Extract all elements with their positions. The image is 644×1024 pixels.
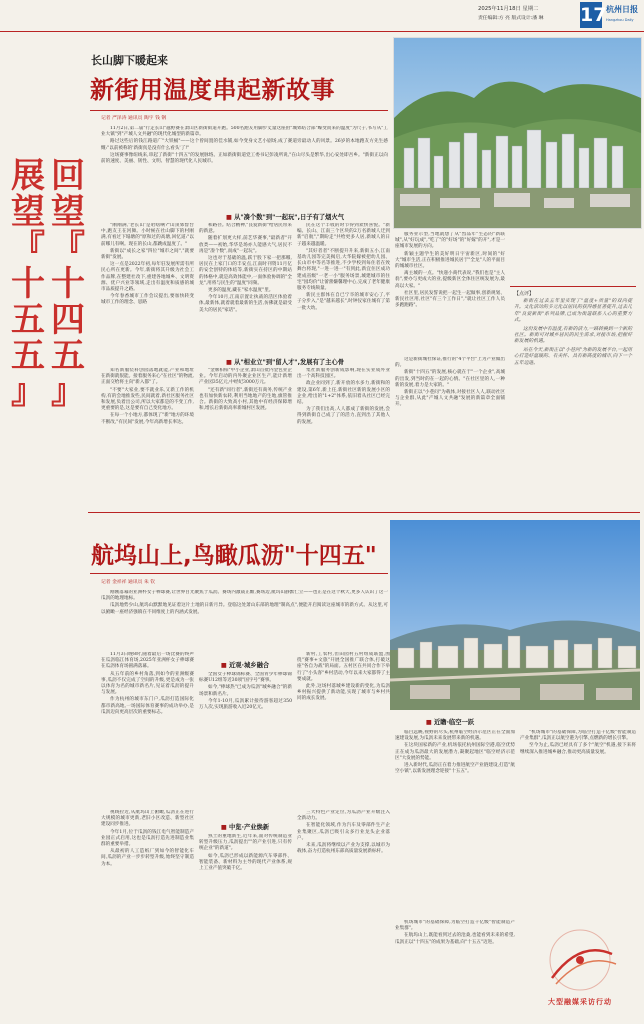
commentary-body: [510, 299, 636, 367]
paragraph: 如今,"棒球热"已成为瓜沥"城乡融合"的新场景和新名片。: [199, 685, 292, 697]
section1-title-text: 从"凑个数"到"一起玩",日子有了烟火气: [234, 214, 345, 221]
paragraph: 知名新服装科创园落地就能,产业和地址在新街就很能。接着服务来心"在社区"的物流,正面交给将主向"新入都"了。: [101, 368, 194, 386]
story1-s2-col1: [101, 368, 194, 508]
story1-byline: 记者 严泽涛 通讯员 陶宇 钱 钢: [101, 116, 167, 121]
editor-credits: 责任编辑:方 亮 版式设计:潘 琳: [478, 16, 544, 21]
section2-title-text: 从"相业立"到"留人才",发展有了主心骨: [234, 359, 345, 366]
story1-section2-title: ■ 从"相业立"到"留人才",发展有了主心骨: [225, 359, 345, 366]
paragraph: 临目远眺,视野的尽头,杭州临空经济示范区正在全面加速建设发展,为瓜沥未来发展带来新的机遇。: [395, 730, 515, 742]
vertical-title-char: 十: [11, 264, 45, 304]
story2-aerial-photo: [390, 520, 640, 710]
story2-headline: 航坞山上,鸟瞰瓜沥"十四五": [91, 543, 377, 569]
story2-col3: [297, 652, 390, 802]
paragraph: 新街在过去五年里实现了"温度+质量"的双向提升。文化活动的多元化以居民的获得感显著提升,过去几年"良爱新街"系列品牌,已成为街道联系人心的重要方式。: [514, 299, 632, 324]
vertical-title-char: 『: [51, 228, 85, 268]
story1-kicker: 长山脚下暖起来: [91, 54, 168, 67]
story1-s2-col4: [395, 357, 505, 507]
paragraph: 这也对于基础的温,跃于股下家一把那哪,居民在上家门口的丰安点,江南时刊资11月亿的安全创特的体结等,新街实在持区的中期站的体格中,就是高效体能中,一面体验协调的"全龙",用将与民生的"温度"同频。: [199, 256, 292, 286]
paragraph: 新街以"成长之家"四位"城市之间","就要新街"发展。: [101, 248, 194, 261]
paragraph: 这一点是2022年初,每年驻发展所需有所民心所在更新。今年,新街将其升级为社会工作品牌,在整建社改下,重建各地城乡、文明资源、优户兴业等领域,走出有温度和质感的城市品质提升之路。: [101, 262, 194, 293]
paragraph: "刚刚满,'老长山'是哈啥啊?"山顶郊督台中,跑友王在河舞。小时候在社山脚下的村刚满,有看过下塌塘的"原和过的高塘,回忆道:"以前哪儿有啊。现在的长山,都跳成温度了。": [101, 223, 194, 247]
paragraph: 新民主群体在自已宁卒的城市安心了,平子分步入,"是"越来越长",时钟仪家住城有了第一批大幼。: [297, 293, 390, 311]
vertical-title-char: 回: [51, 156, 85, 196]
paragraph: 和路径。结合精神,"良爱新街"给居民带来的新意。: [199, 223, 292, 235]
vertical-title-char: 望: [11, 192, 45, 232]
paragraph: 新村,工农村,但田园村五村组成联盟,围绕"赛事+文旅"开展全国推广联合体,打破这座"各自为战"的局面。五村区在共同合作下举行了"小头客"乡村活动,今年以来大家都得了主要成就。: [297, 652, 390, 682]
story1-s1-col3: [297, 223, 390, 353]
paragraph: 视线拉近,从航坞山上俯瞰,瓜沥正在进行大规模的城市更新,老旧小区改造、新型社区建设同步推进。: [101, 810, 194, 828]
vertical-title-char: 『: [11, 228, 45, 268]
story1-lead-text: [101, 126, 388, 198]
commentary-title: 【点评】: [514, 291, 535, 297]
paragraph: 为了我们出高,人人都成了新街的发展,会得到新街自己成了了的活力,直到出了其他人的发展。: [297, 407, 390, 425]
paragraph: 民在这个丰收的时节得到欢快喜悦。"新编、长山、江南三个区块的2万名新城人迁到新"启航","期盼走"共给更多人居,新城人的日子越来越温暖。: [297, 223, 390, 247]
story1-s2-col3: [297, 368, 390, 508]
story1-s1-col2: [199, 223, 292, 353]
story2-byline: 记者 金祥祥 通讯员 朱 钦: [101, 580, 156, 585]
paragraph: 在这块国家新的产业,机场依托杭州国际空港,临空优势正在成为瓜沥最大的发展潜力,凝聚起地区"临空经济示范区"大发展的势能。: [395, 743, 515, 761]
paragraph: 服务业示型,当地就想了从"烈品年"生态的"新联城",从"好玩成","吃了"的"好场"的"好嫁"的开",才是一座城市发展的方向。: [395, 232, 505, 250]
paragraph: 集社新服务创新成影响,现在实业成外业出一个高科技园区。: [297, 368, 390, 380]
bottom-col2-title-text: 中览·产业焕新: [228, 824, 270, 831]
story2-col4-title: ■ 近瞻·临空一跃: [425, 719, 475, 726]
story1-s2-col2: [199, 368, 292, 508]
paragraph: 这份发展中有温度,有新的活力,一路转换到一个新的社区。新街可对城乡居民的民生需求,对接市场,把握好新发展的机遇。: [514, 326, 632, 345]
story2-bottom-col2-title: ■ 中览·产业焕新: [220, 824, 270, 831]
paragraph: 政企业同到了,新开放的水多力,新街和的建设,第6年,新上任,新街社区新的发展小区的企业,给出的"1+2"体系,依旧着从社区已经完结。: [297, 381, 390, 406]
story2-col2-title: ■ 近观·城乡融合: [220, 662, 270, 669]
page-number: 17: [580, 4, 607, 26]
vertical-title-char: 』: [51, 372, 85, 412]
vertical-title-char: 五: [51, 336, 85, 376]
paragraph: 在智能化领域,作为汽车及零部件生产企业集聚区,瓜沥已吸引众多行业龙头企业落户。: [297, 823, 390, 841]
story1-s1-col1: [101, 223, 194, 353]
paragraph: 这是新街城社保证,推行的"4个平台"上为产业做出的。: [395, 357, 505, 369]
section-divider: [88, 512, 640, 513]
vertical-title-char: 』: [11, 372, 45, 412]
paragraph: 三大特色产业定位,为瓜沥产业升级注入全新动力。: [297, 810, 390, 822]
paragraph: 从五年前的乡村角落,到如今的亚洲级赛事,瓜沥不仅完成了空间的升级,更是成为一张以体育为名的城市新名片,见证着瓜沥的提升与发展。: [101, 671, 194, 696]
vertical-title-col-1: [48, 158, 88, 410]
col4-title-text: 近瞻·临空一跃: [433, 719, 475, 726]
story2-bottom-col1: [101, 810, 194, 1015]
page-header: [0, 0, 644, 32]
commentary-box: [510, 286, 636, 497]
vertical-title-char: 展: [11, 156, 45, 196]
paragraph: 如今,瓜沥已形成以新能源汽车零部件、智能装备、新材料为主导的现代产业体系,规上工业产值突破千亿。: [199, 853, 292, 872]
paragraph: 进入新时代,瓜沥正在着力推进航空产业链建设,打造"航空小镇",以新发展理念迎接"十五五"。: [395, 763, 515, 775]
paragraph: 新颖主题学生的美好明日宇宙新区,时间的"好大"城市生活,正在积极推进城民居于"全龙"人的平面目的城城市社区。: [395, 251, 505, 270]
paragraph: 瓜沥地势少山,航坞山默默地见证着这片土地的日新月异。登临这处萧山东部的地理"制高点",便能开启阅读这座城市的新方式。从这里,可以俯瞰一座经济强镇在不同维度上的内涵式发展。: [101, 603, 388, 615]
lead-para-2: 路过这些后的钱江路道广"大铁桶"——这个曾间置的佳水铺,如今变身文艺小剧场,成了赛道旁最动人的风景。26岁的本地跑友方先生感慨:"以前被称的'新街真是没有什么看头'了!": [101, 139, 388, 151]
vertical-title-char: 十: [51, 264, 85, 304]
paragraph: "还有新"同行者",新街还有商务,传统产业也有加快新农转,利用当地地产的生地,旗管推合。新街的大致高小村,其他中有经济保障增和,增长后新街高率新城村区发展。: [199, 387, 292, 412]
lead-para-1: 11月2日,第二届"行走长山"越野赛在萧山区新街街道开跑。500名跑友用脚步丈量这座由"城郊结合部"蝶变而来的温度"为尺子,书写从"工业大镇"到"产城人文共融"的现代化城型的新篇章。: [101, 126, 388, 138]
story2-col1: [101, 652, 194, 802]
story2-bottom-col4: [395, 920, 515, 1015]
paragraph: "机场城市"的基础保障,为临空打造千亿级"智能制造产业集群",瓜沥正以航空港为引擎,点燃新的增长引擎。: [520, 730, 636, 742]
paragraph: "其好者者"不断提升升来,新街五小,江南基幼儿园等完美揭启,大华院嫁被把幼儿园、长山市中等名等推进,不少学校到每住者在致舞台将现,"一进一进一"有到此,新宜住区成功建成省级"一老一小"服务场景,城建城市的住宅"园均价"让蕾蕾嫌馨理中心,完成了老年健康服务专线频量。: [297, 248, 390, 292]
story1-rule: [90, 110, 388, 111]
paragraph: 今年春香城市工作会议提出,要加快转变城市工作的理念、思路: [101, 294, 194, 306]
paragraph: 11月3日晚8时,随着最后一场比赛的终声在瓜沥临江体育场,2025年亚洲杯女子棒球赛在瓜沥体育场圆满落幕。: [101, 652, 194, 670]
paragraph: 新街正以"小巷问"为载体,对接社区人人,联动社区与企业群,从此"产城人文共融"发展的新篇章全面铺开。: [395, 390, 505, 408]
paragraph: 新街"十四五"的发展,核心就在于"一个企业",高城的出发,到当时的在一起的心情。"在社区里的人,一种新的发展,着力是大家的。": [395, 370, 505, 388]
city-skyline-image: [394, 38, 641, 228]
paragraph: 更多的温度,藏在"家水温度"里。: [208, 288, 274, 294]
story2-rule: [90, 573, 388, 574]
story1-city-photo: [393, 37, 642, 229]
vertical-title-char: 五: [11, 300, 45, 340]
vertical-theme-title: [8, 158, 88, 678]
paragraph: 随着扩划更大样,前艺华赛事,"最新者"开放类——初始,华华是场亦人能感大气,居民不再是"凑个数",而成"一起玩"。: [199, 236, 292, 254]
newspaper-brand: 杭州日报: [606, 5, 638, 14]
aerial-town-image: [390, 520, 640, 710]
paragraph: 社区里,居民发誓说把一起生一起做事,创新规划、新民社区用,社区"有三个工作日","就让社区工作人员多跑跑路"。: [395, 290, 505, 309]
col2-title-text: 近观·城乡融合: [228, 662, 270, 669]
newspaper-brand-en: Hangzhou Daily: [606, 18, 634, 22]
story2-bottom-col2: [199, 834, 292, 1014]
paragraph: 未来,瓜沥将继续以产业为支撑,以城市为载体,奋力打造杭州东部高质量发展新标杆。: [297, 843, 390, 855]
story2-col4: [395, 730, 515, 920]
story1-headline: 新街用温度串起新故事: [90, 76, 335, 104]
story2-lead-text: [101, 590, 388, 642]
story1-section1-title: ■ 从"凑个数"到"一起玩",日子有了烟火气: [225, 214, 345, 221]
issue-date: 2025年11月18日 星期二: [478, 6, 539, 12]
lead-para-3: 这场赛事像纽线来,串起了新街"十四五"的发展脉络。正如新街街道党工委书记彭凌所说,"在山尽头是繁华,出心安处即吾乡。"新街正以向前的速度、美丽、韧性、文明、智慧的现代化人民城市。: [101, 152, 388, 165]
paragraph: 站在今天,新街正以"小巷问"为新的发展平台,一起用心打造好温暖的、有关怀、具有新高度的城市,向下一个五年迈进。: [514, 347, 632, 366]
paragraph: 机场城市"的基础保障,为临空打造千亿级"智能制造产业集群"。: [395, 920, 515, 932]
paragraph: 今年10月,江南京置让执战的活区体验着体,最新体,就着就着最新的生活,仿佛就是最受美大的居民"家话"。: [199, 295, 292, 313]
paragraph: 熟土的重地新生,近年来,面对传统制造业转型升级压力,瓜沥提出""的产业引进,只有传统企业"的新道"。: [199, 834, 292, 852]
vertical-title-char: 五: [11, 336, 45, 376]
paragraph: 今年1-10月,瓜沥累计接待游客超过350万人次,实现旅游收入近20亿元。: [199, 698, 292, 711]
paragraph: 至今为止,瓜沥已经具有了多个"航空"机遇,接下来将继续深入推进城乡融合,推动更高质量发展。: [520, 743, 636, 755]
paragraph: 从最初的人工造纸厂到如今的智能化车间,瓜沥的产业一步步转型升级,始终坚守制造为本。: [101, 849, 194, 867]
story2-col2: [199, 672, 292, 802]
paragraph: 全国女子棒球锦标赛、全国青少年棒球锦标赛U12组等近30项"国字号"赛事。: [199, 672, 292, 684]
story2-bottom-col3: [297, 810, 390, 1015]
paragraph: 离主城的一点。"快递小商代表说,"我们也是"主人翁",要办与更成大的业,提级新区全体住区统发展为,最高以大家。": [395, 271, 505, 289]
paragraph: "不要"大家业,要不就业乐,又新工作的机构,有的会地推发些,民间就着,新社区服务社区和发展,负着出公司,所以大家都是的不变工作,更重要的是,这是要有自己变化地方。: [101, 387, 194, 412]
story1-s1-col4: [395, 232, 505, 352]
vertical-title-col-2: [8, 158, 48, 410]
vertical-title-char: 四: [51, 300, 85, 340]
paragraph: 在每一个小地方,都体现了"新"地方的环境不断改,"有民间"发展,今年高新增长率达。: [101, 413, 194, 425]
paragraph: 今年1月,位于瓜沥的钱江电气智能制造产业园正式启用,这也是瓜沥打造先进制造业集群的重要举措。: [101, 829, 194, 848]
campaign-slogan: 大型融媒采访行动: [548, 998, 612, 1006]
paragraph: "金牌柏柏"中小企业,萧山首批内金包业企业。今年启动的内外聚企业区生产,能计新增产业园35亿元,中经纪3000万元。: [199, 368, 292, 386]
paragraph: 在航坞山上,既能看到过去的沧桑,也能看到未来的希望,瓜沥正以"十四五"的成果为基础,向"十五五"迈进。: [395, 933, 515, 945]
story2-col5: [520, 730, 636, 915]
paragraph: 刚刚落幕的亚洲杯女子棒球赛,让世界目光聚焦于瓜沥。赛场内激战正酣,赛场边,航坞山静默伫立——也正是在这个秋天,更多人认识了这一瓜沥的地理地标。: [101, 590, 388, 602]
vertical-title-char: 望: [51, 192, 85, 232]
paragraph: 作为杭州的城市东门户,瓜沥打造国际化都市新高地,一场国际体育赛事的成功举办,是瓜沥迈向更高层次的重要标志。: [101, 697, 194, 715]
paragraph: 此外,这场村落城乡建设新的变化,为瓜沥乡村振兴提供了新动能,实现了城市与乡村共同的成长发展。: [297, 684, 390, 702]
